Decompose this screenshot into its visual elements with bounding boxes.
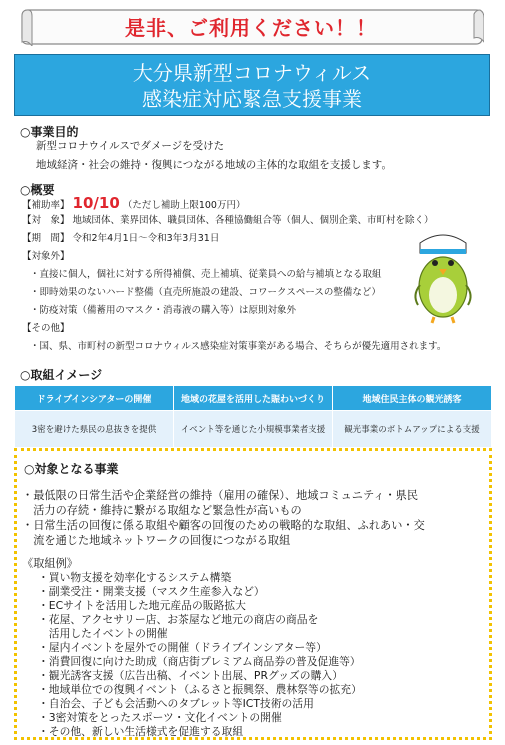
- purpose-line-2: 地域経済・社会の維持・復興につながる地域の主体的な取組を支援します。: [36, 159, 392, 171]
- example-item: ・自治会、子ども会活動へのタブレット等ICT技術の活用: [38, 697, 314, 710]
- other-item: ・国、県、市町村の新型コロナウィルス感染症対策事業がある場合、そちらが優先適用されます。: [30, 341, 447, 352]
- banner-text: 是非、ご利用ください！！: [125, 16, 377, 40]
- title-banner: [18, 6, 484, 46]
- image-col-body: イベント等を通じた小規模事業者支援: [174, 411, 333, 448]
- target-bullet: 流を通じた地域ネットワークの回復につながる取組: [22, 534, 291, 547]
- purpose-line-1: 新型コロナウイルスでダメージを受けた: [36, 140, 225, 152]
- other-label: 【その他】: [22, 323, 70, 334]
- period-row: [22, 232, 219, 246]
- period-label: 【期 間】: [22, 233, 70, 244]
- example-item: 活用したイベントの開催: [38, 627, 168, 640]
- rate-row: [22, 196, 245, 213]
- example-item: ・地域単位での復興イベント（ふるさと振興祭、農林祭等の拡充）: [38, 683, 362, 696]
- target-bullet: ・最低限の日常生活や企業経営の維持（雇用の確保）、地域コミュニティ・県民: [22, 489, 419, 502]
- example-item: ・買い物支援を効率化するシステム構築: [38, 571, 232, 584]
- example-item: ・ECサイトを活用した地元産品の販路拡大: [38, 599, 246, 612]
- image-col-head: 地域住民主体の観光誘客: [333, 386, 492, 411]
- example-item: ・その他、新しい生活様式を促進する取組: [38, 725, 244, 738]
- period-value: 令和2年4月1日～令和3年3月31日: [72, 233, 220, 244]
- target-value: 地域団体、業界団体、職員団体、各種協働組合等（個人、個別企業、市町村を除く）: [72, 215, 434, 226]
- image-table: [14, 385, 492, 448]
- targets-heading: ○対象となる事業: [24, 462, 119, 476]
- target-label: 【対 象】: [22, 215, 70, 226]
- title-line-1: 大分県新型コロナウィルス: [132, 61, 372, 85]
- excluded-item: ・防疫対策（備蓄用のマスク・消毒液の購入等）は原則対象外: [30, 305, 297, 316]
- excluded-item: ・即時効果のないハード整備（直売所施設の建設、コワークスペースの整備など）: [30, 287, 381, 298]
- example-item: ・副業受注・開業支援（マスク生産参入など）: [38, 585, 265, 598]
- excluded-label: 【対象外】: [22, 251, 70, 262]
- overview-heading: ○概要: [20, 183, 55, 197]
- example-item: ・観光誘客支援（広告出稿、イベント出展、PRグッズの購入）: [38, 669, 343, 682]
- title-line-2: 感染症対応緊急支援事業: [142, 87, 362, 111]
- mascot-illustration: [408, 225, 478, 325]
- rate-note: （ただし補助上限100万円）: [122, 200, 246, 211]
- image-col-body: 3密を避けた県民の息抜きを提供: [15, 411, 174, 448]
- image-col-head: ドライブインシアターの開催: [15, 386, 174, 411]
- image-heading: ○取組イメージ: [20, 368, 103, 382]
- excluded-item: ・直接に個人，個社に対する所得補償、売上補填、従業員への給与補填となる取組: [30, 269, 382, 280]
- target-row: [22, 214, 434, 228]
- page-title: [14, 54, 490, 116]
- example-item: ・3密対策をとったスポーツ・文化イベントの開催: [38, 711, 282, 724]
- image-col-body: 観光事業のボトムアップによる支援: [333, 411, 492, 448]
- example-item: ・花屋、アクセサリー店、お茶屋など地元の商店の商品を: [38, 613, 319, 626]
- target-bullet: 活力の存続・維持に繋がる取組など緊急性が高いもの: [22, 504, 302, 517]
- purpose-heading: ○事業目的: [20, 125, 79, 139]
- rate-value: 10/10: [72, 194, 120, 212]
- rate-label: 【補助率】: [22, 200, 70, 211]
- examples-label: 《取組例》: [22, 557, 78, 570]
- example-item: ・屋内イベントを屋外での開催（ドライブインシアター等）: [38, 641, 327, 654]
- example-item: ・消費回復に向けた助成（商店街プレミアム商品券の普及促進等）: [38, 655, 361, 668]
- image-col-head: 地域の花屋を活用した賑わいづくり: [174, 386, 333, 411]
- target-bullet: ・日常生活の回復に係る取組や顧客の回復のための戦略的な取組、ふれあい・交: [22, 519, 425, 532]
